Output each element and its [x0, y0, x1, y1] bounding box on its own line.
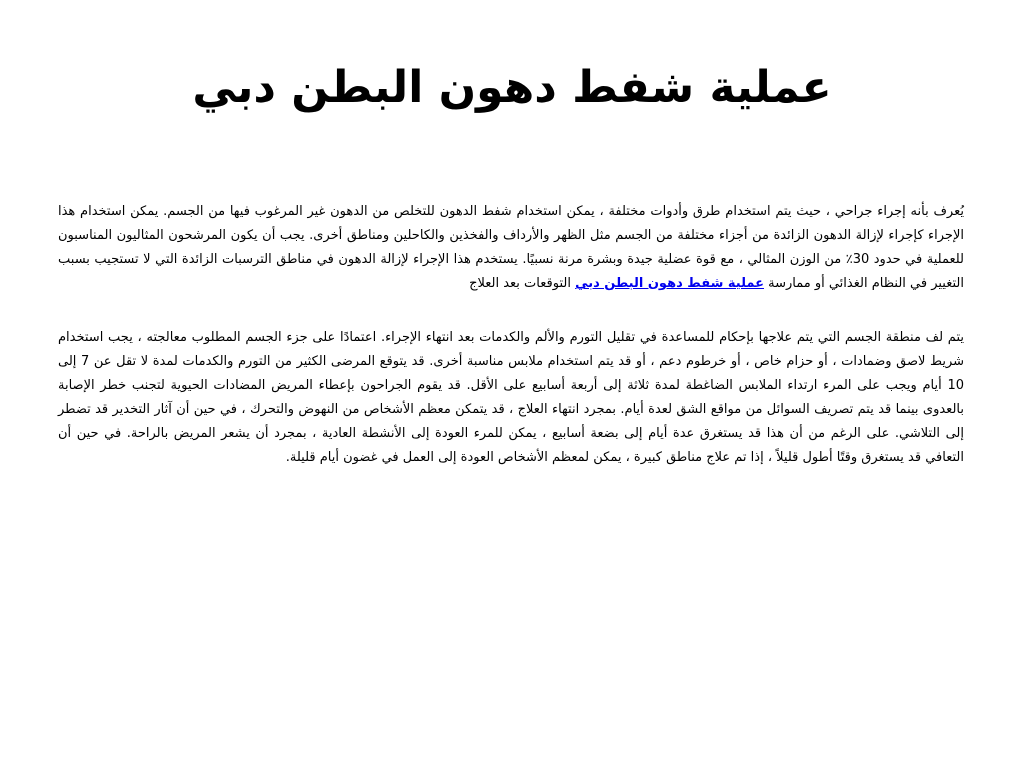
paragraph-intro-text: يُعرف بأنه إجراء جراحي ، حيث يتم استخدام طرق وأدوات مختلفة ، يمكن استخدام شفط الدهون للتخلص من الدهون غير المرغوب فيها من الجسم. يمكن استخدام هذا الإجراء كإجراء لإزالة الدهون الزائدة من أجزاء مختلفة من الجسم مثل الظهر والأرداف والفخذين والكاحلين ومناطق أخرى. يجب أن يكون المرشحون المثاليون المناسبون للعملية في حدود 30٪ من الوزن المثالي ، مع قوة عضلية جيدة وبشرة مرنة نسبيًا. يستخدم هذا الإجراء لإزالة الدهون في مناطق الترسبات الزائدة التي لا تستجيب بسبب التغيير في النظام الغذائي أو ممارسة [58, 204, 964, 291]
article-body [58, 200, 964, 470]
page-title: عملية شفط دهون البطن دبي [192, 62, 832, 113]
liposuction-article-link[interactable]: عملية شفط دهون البطن دبي [575, 276, 764, 291]
paragraph-recovery: يتم لف منطقة الجسم التي يتم علاجها بإحكام للمساعدة في تقليل التورم والألم والكدمات بعد انتهاء الإجراء. اعتمادًا على جزء الجسم المطلوب معالجته ، يجب استخدام شريط لاصق وضمادات ، أو حزام خاص ، أو خرطوم دعم ، أو قد يتم استخدام ملابس مناسبة أخرى. قد يتوقع المرضى الكثير من التورم والكدمات لمدة لا تقل عن 7 إلى 10 أيام ويجب على المرء ارتداء الملابس الضاغطة لمدة ثلاثة إلى أربعة أسابيع على الأقل. قد يقوم الجراحون بإعطاء المريض المضادات الحيوية لتجنب خطر الإصابة بالعدوى بينما قد يتم تصريف السوائل من مواقع الشق لعدة أيام. بمجرد انتهاء العلاج ، قد يتمكن معظم الأشخاص من النهوض والتحرك ، في حين أن آثار التخدير قد تضطر إلى التلاشي. على الرغم من أن هذا قد يستغرق عدة أيام إلى بضعة أسابيع ، يمكن للمرء العودة إلى الأنشطة العادية ، بمجرد أن يشعر المريض بالراحة. في حين أن التعافي قد يستغرق وقتًا أطول قليلاً ، إذا تم علاج مناطق كبيرة ، يمكن لمعظم الأشخاص العودة إلى العمل في غضون أيام قليلة. [58, 330, 965, 465]
paragraph-intro-tail: التوقعات بعد العلاج [469, 276, 576, 291]
paragraph-intro [58, 200, 964, 296]
